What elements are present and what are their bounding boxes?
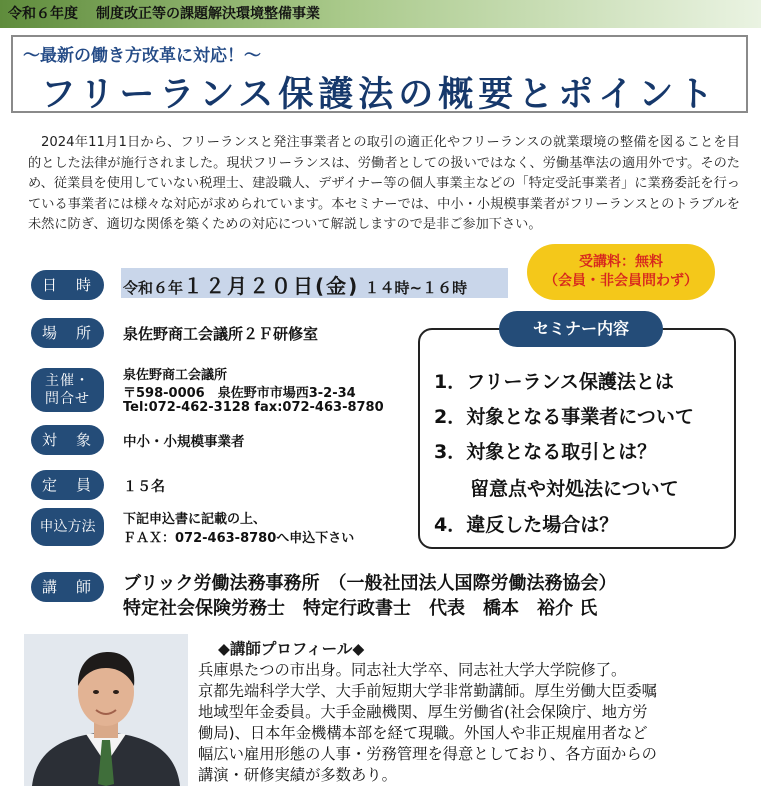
profile-heading: ◆講師プロフィール◆ bbox=[218, 640, 365, 658]
page-subtitle: ～最新の働き方改革に対応！～ bbox=[23, 46, 261, 66]
date-prefix: 令和６年 bbox=[123, 279, 184, 297]
date-value bbox=[123, 270, 467, 299]
profile-line: 京都先端科学大学、大手前短期大学非常勤講師。厚生労働大臣委嘱 bbox=[198, 682, 657, 700]
seminar-item-1: 1．フリーランス保護法とは bbox=[434, 371, 674, 393]
capacity-value: １５名 bbox=[123, 479, 165, 495]
header-band bbox=[0, 0, 761, 28]
date-main: １２月２０日(金) bbox=[183, 274, 360, 298]
host-label-2: 問合せ bbox=[45, 391, 90, 407]
apply-line1: 下記申込書に記載の上、 bbox=[123, 512, 267, 527]
title-box bbox=[11, 35, 748, 113]
intro-paragraph: 2024年11月1日から、フリーランスと発注事業者との取引の適正化やフリーランスの就業環境の整備を図ることを目的とした法律が施行されました。現状フリーランスは、労働者としての扱いではなく、労働基準法の適用外です。そのため、従業員を使用していない税理士、建設職人、デザイナー等の個人事業主などの「特定受託事業者」に業務委託を行っている事業者には様々な対応が求められています。本セミナーでは、中小・小規模事業者がフリーランスとのトラブルを未然に防ぎ、適切な関係を築くための対応について解説しますので是非ご参加下さい。 bbox=[28, 135, 740, 232]
profile-line: 兵庫県たつの市出身。同志社大学卒、同志社大学大学院修了。 bbox=[198, 661, 627, 679]
profile-line: 働局)、日本年金機構本部を経て現職。外国人や非正規雇用者など bbox=[198, 724, 648, 742]
fee-line2: （会員・非会員問わず） bbox=[544, 273, 698, 289]
lecturer-label: 講 師 bbox=[31, 572, 104, 602]
header-program: 制度改正等の課題解決環境整備事業 bbox=[96, 6, 320, 22]
profile-line: 講演・研修実績が多数あり。 bbox=[198, 766, 397, 784]
profile-line: 幅広い雇用形態の人事・労務管理を得意としており、各方面からの bbox=[198, 745, 657, 763]
target-label: 対 象 bbox=[31, 425, 104, 455]
place-label: 場 所 bbox=[31, 318, 104, 348]
fee-badge bbox=[527, 244, 715, 300]
seminar-heading: セミナー内容 bbox=[499, 311, 663, 347]
host-label-1: 主催・ bbox=[45, 373, 90, 389]
capacity-label: 定 員 bbox=[31, 470, 104, 500]
fee-line1: 受講料：無料 bbox=[579, 254, 663, 270]
header-year: 令和６年度 bbox=[8, 6, 78, 22]
host-address: 〒598-0006 泉佐野市市場西3-2-34 bbox=[123, 386, 356, 401]
date-label: 日 時 bbox=[31, 270, 104, 300]
place-value: 泉佐野商工会議所２Ｆ研修室 bbox=[123, 325, 319, 343]
lecturer-line1: ブリック労働法務事務所 （一般社団法人国際労働法務協会） bbox=[123, 573, 617, 594]
lecturer-photo bbox=[24, 634, 188, 786]
lecturer-portrait-image bbox=[24, 634, 188, 786]
host-name: 泉佐野商工会議所 bbox=[123, 368, 228, 383]
apply-label: 申込方法 bbox=[31, 508, 104, 546]
target-value: 中小・小規模事業者 bbox=[123, 434, 245, 450]
profile-line: 地域型年金委員。大手金融機関、厚生労働省(社会保険庁、地方労 bbox=[198, 703, 648, 721]
seminar-item-4: 4．違反した場合は？ bbox=[434, 514, 619, 536]
lecturer-line2: 特定社会保険労務士 特定行政書士 代表 橋本 裕介 氏 bbox=[123, 598, 598, 619]
seminar-item-2: 2．対象となる事業者について bbox=[434, 406, 694, 428]
page-title: フリーランス保護法の概要とポイント bbox=[40, 75, 719, 115]
seminar-item-3-sub: 留意点や対処法について bbox=[470, 478, 679, 500]
seminar-item-3: 3．対象となる取引とは？ bbox=[434, 441, 657, 463]
host-label bbox=[31, 368, 104, 412]
host-tel: Tel:072-462-3128 fax:072-463-8780 bbox=[123, 400, 384, 415]
date-time: １４時~１６時 bbox=[364, 279, 468, 297]
apply-line2: ＦＡＸ：072-463-8780へ申込下さい bbox=[123, 531, 355, 546]
